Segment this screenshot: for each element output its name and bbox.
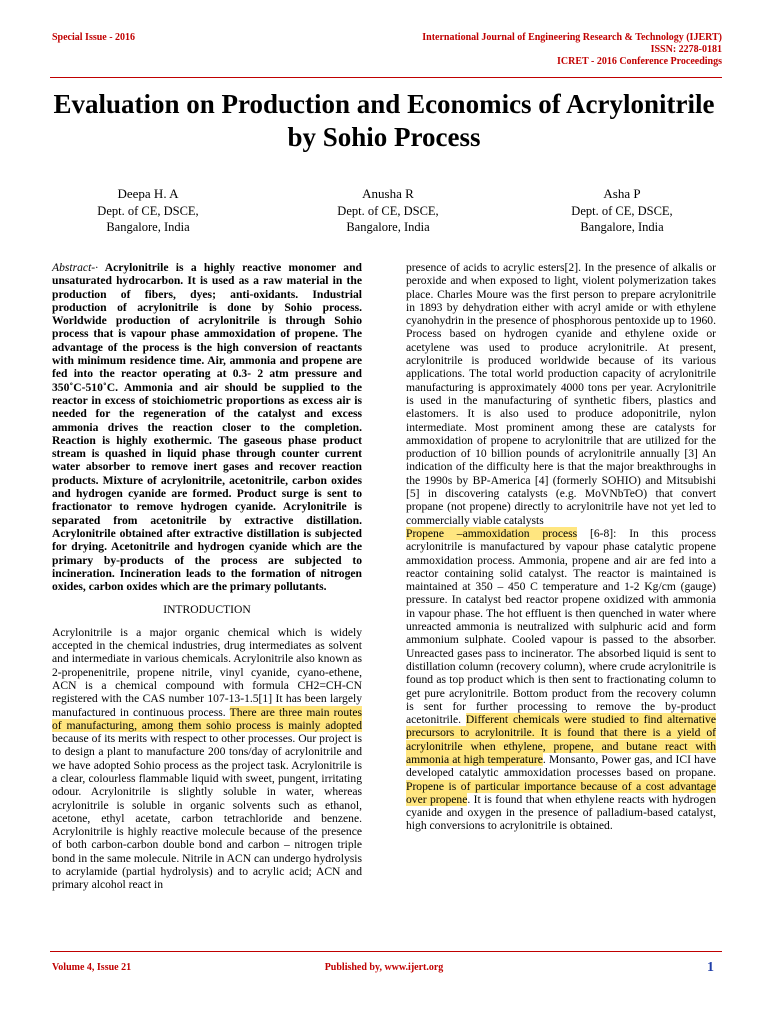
journal-issn: ISSN: 2278-0181 — [650, 44, 722, 55]
intro-paragraph — [52, 626, 362, 892]
process-paragraph — [406, 527, 716, 833]
author-name: Deepa H. A — [117, 186, 179, 201]
footer-volume: Volume 4, Issue 21 — [52, 962, 132, 973]
page-number: 1 — [707, 960, 714, 975]
conference-proceedings: ICRET - 2016 Conference Proceedings — [557, 56, 722, 67]
body-text: . It is found that when ethylene reacts with hydrogen cyanide and oxygen in the presence of palladium-based catalyst, high conversions to acrylonitrile is obtained. — [406, 792, 717, 833]
footer-publisher: Published by, www.ijert.org — [324, 962, 444, 973]
left-column — [52, 261, 362, 892]
author-city: Bangalore, India — [580, 220, 664, 234]
author-city: Bangalore, India — [346, 220, 430, 234]
footer-divider — [50, 951, 722, 952]
highlighted-text: Propene –ammoxidation process — [406, 526, 578, 540]
author-block — [63, 186, 233, 235]
highlighted-text: Propene is of particular importance because of a cost advantage over propene — [406, 779, 716, 806]
author-dept: Dept. of CE, DSCE, — [571, 204, 673, 218]
author-name: Asha P — [603, 186, 641, 201]
body-paragraph: presence of acids to acrylic esters[2]. In the presence of alkalis or peroxide and when exposed to light, violent polymerization takes place. Charles Moure was the first person to prepare acrylonitrile in 1893 by dehydration either with acryl amide or with ethylene cyanohydrin in the presence of phosphorous pentoxide up to 1960. Process based on hydrogen cyanide and ethylene oxide or acetylene was used to produce acrylonitrile. At present, acrylonitrile is produced worldwide because of its various applications. The total world production capacity of acrylonitrile manufacturing is approximately 4000 tons per year. Acrylonitrile is used in the manufacturing of synthetic fibers, plastics and elastomers. It is also used to produce adoponitrile, nylon intermediate. Most prominent among these are catalysts for ammoxidation of propene to acrylonitrile that are utilized for the production of 10 billion pounds of acrylonitrile annually [3] An indication of the difficulty here is that the major breakthroughs in the 1990s by BP-America [4] (formerly SOHIO) and Mitsubishi [5] in discovering catalysts (e.g. MoVNbTeO) that convert propane (not propene) directly to acrylonitrile have not yet led to commercially viable catalysts — [406, 261, 716, 527]
journal-name: International Journal of Engineering Research & Technology (IJERT) — [422, 32, 722, 43]
body-text: . Monsanto, Power gas, and ICI have developed catalytic ammoxidation processes based on propane. — [406, 752, 716, 780]
header-divider — [50, 77, 722, 78]
author-dept: Dept. of CE, DSCE, — [97, 204, 199, 218]
right-column — [406, 261, 716, 833]
section-heading-introduction: INTRODUCTION — [163, 603, 251, 617]
abstract-text: Acrylonitrile is a highly reactive monomer and unsaturated hydrocarbon. It is used as a raw material in the production of fibers, dyes; anti-oxidants. Industrial production of acrylonitrile is done by Sohio process. Worldwide production of acrylonitrile is through Sohio process that is vapour phase ammoxidation of propene. The advantage of the process is the high conversion of reactants with minimum residence time. Air, ammonia and propene are fed into the reactor operating at 0.3- 2 atm pressure and 350˚C-510˚C. Ammonia and air should be supplied to the reactor in excess of stoichiometric proportions as excess air is needed for the regeneration of the catalyst and excess ammonia drives the reaction closer to the completion. Reaction is highly exothermic. The gaseous phase product stream is quashed in liquid phase through counter current water absorber to remove inert gases and recover reaction products. Mixture of acrylonitrile, acetonitrile, carbon oxides and hydrogen cyanide are formed. Product surge is sent to fractionator to remove hydrogen cyanide. Acrylonitrile is separated from acetonitrile by extractive distillation. Acrylonitrile obtained after extractive distillation is subjected for drying. Acetonitrile and hydrogen cyanide which are the primary by-products of the process are subjected to incineration. Incineration leads to the formation of nitrogen oxides, carbon oxides which are the primary pollutants. — [52, 261, 362, 594]
highlighted-text: There are three main routes of manufacturing, among them sohio process is mainly adopted — [52, 705, 362, 732]
author-block — [537, 186, 707, 235]
author-city: Bangalore, India — [106, 220, 190, 234]
author-name: Anusha R — [362, 186, 414, 201]
abstract — [52, 261, 362, 593]
abstract-label: Abstract-· — [52, 261, 99, 274]
body-text: [6-8]: In this process acrylonitrile is manufactured by vapour phase catalytic propene ammoxidation process. Ammonia, propene and air are fed into a reactor containing solid catalyst. The reactor is maintained is maintained at 350 – 450 C temperature and 1-2 Kg/cm (gauge) pressure. In catalyst bed reactor propene oxidized with ammonia in vapour phase. The hot effluent is then quenched in water where unreacted ammonia is neutralized with sulphuric acid and form ammonium sulphate. Cooled vapour is passed to the absorber. Unreacted gases pass to incinerator. The absorbed liquid is sent to distillation column (recovery column), where crude acrylonitrile is found as top product which is then sent to fractionating column to get pure acrylonitrile. Bottom product from the recovery column is sent for further processing to remove the by-product acetonitrile. — [406, 526, 716, 727]
header-special-issue: Special Issue - 2016 — [52, 32, 136, 43]
header-journal-info — [422, 32, 722, 68]
paper-title: Evaluation on Production and Economics of Acrylonitrile by Sohio Process — [53, 89, 715, 152]
intro-text: because of its merits with respect to other processes. Our project is to design a plant to manufacture 200 tons/day of acrylonitrile and we have adopted Sohio process as the project task. Acrylonitrile is a clear, colourless flammable liquid with sweet, pungent, irritating odour. Acrylonitrile is slightly soluble in water, whereas acrylonitrile is soluble in organic solvents such as ethanol, acetone, ethyl acetate, carbon tetrachloride and benzene. Acrylonitrile is highly reactive molecule because of the presence of both carbon-carbon double bond and carbon – nitrogen triple bond in the same molecule. Nitrile in ACN can undergo hydrolysis to acrylamide (partial hydrolysis) and to acrylic acid; ACN and primary alcohol react in — [52, 732, 362, 892]
intro-text: Acrylonitrile is a major organic chemical which is widely accepted in the chemical industries, drug intermediates as solvent and intermediate in various chemicals. Acrylonitrile also known as 2-propenenitrile, propene nitrile, vinyl cyanide, cyano-ethene, ACN is a chemical compound with formula CH2=CH-CN registered with the CAS number 107-13-1.5[1] It has been largely manufactured in continuous process. — [52, 625, 362, 719]
author-block — [303, 186, 473, 235]
author-dept: Dept. of CE, DSCE, — [337, 204, 439, 218]
highlighted-text: Different chemicals were studied to find alternative precursors to acrylonitrile. It is found that there is a yield of acrylonitrile when ethylene, propene, and butane react with ammonia at high temperature — [406, 713, 716, 766]
